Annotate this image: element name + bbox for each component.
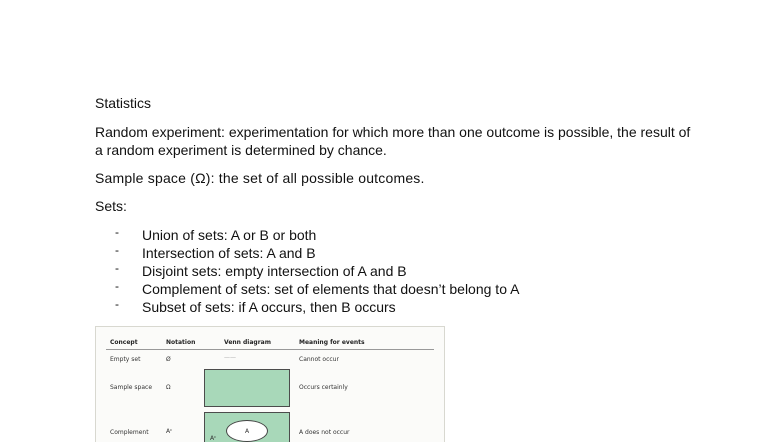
list-item-text: Subset of sets: if A occurs, then B occurs — [142, 299, 396, 315]
row-sample-notation: Ω — [166, 384, 171, 391]
row-empty-notation: Ø — [166, 356, 171, 363]
list-item-text: Disjoint sets: empty intersection of A and B — [142, 263, 407, 279]
sample-space-venn — [204, 369, 290, 407]
set-notation-table-image — [95, 326, 445, 442]
set-a-ellipse — [226, 420, 268, 442]
col-header-venn: Venn diagram — [224, 339, 271, 346]
bullet-dash: - — [115, 225, 119, 239]
sample-space-paragraph: Sample space (Ω): the set of all possible outcomes. — [95, 170, 425, 186]
bullet-dash: - — [115, 261, 119, 275]
bullet-dash: - — [115, 243, 119, 257]
list-item-text: Complement of sets: set of elements that doesn’t belong to A — [142, 281, 520, 297]
row-empty-meaning: Cannot occur — [299, 356, 339, 363]
list-item-text: Union of sets: A or B or both — [142, 227, 317, 243]
row-complement-meaning: A does not occur — [299, 429, 350, 436]
complement-venn — [204, 412, 290, 442]
bullet-dash: - — [115, 279, 119, 293]
col-header-meaning: Meaning for events — [299, 339, 365, 346]
list-item-text: Intersection of sets: A and B — [142, 245, 316, 261]
page-heading: Statistics — [95, 95, 152, 111]
complement-label: Aᶜ — [210, 435, 217, 442]
row-sample-concept: Sample space — [110, 384, 153, 391]
row-complement-notation: Aᶜ — [166, 428, 173, 435]
row-empty-concept: Empty set — [110, 356, 141, 363]
random-experiment-paragraph: Random experiment: experimentation for which more than one outcome is possible, the result of a random experiment is determined by chance. — [95, 124, 691, 158]
ellipse-label: A — [244, 427, 250, 435]
col-header-notation: Notation — [166, 339, 196, 346]
bullet-dash: - — [115, 297, 119, 311]
row-empty-venn: —— — [224, 354, 236, 361]
sets-label: Sets: — [95, 198, 127, 214]
col-header-concept: Concept — [110, 339, 138, 346]
header-rule — [106, 349, 434, 350]
row-complement-concept: Complement — [110, 429, 149, 436]
row-sample-meaning: Occurs certainly — [299, 384, 348, 391]
